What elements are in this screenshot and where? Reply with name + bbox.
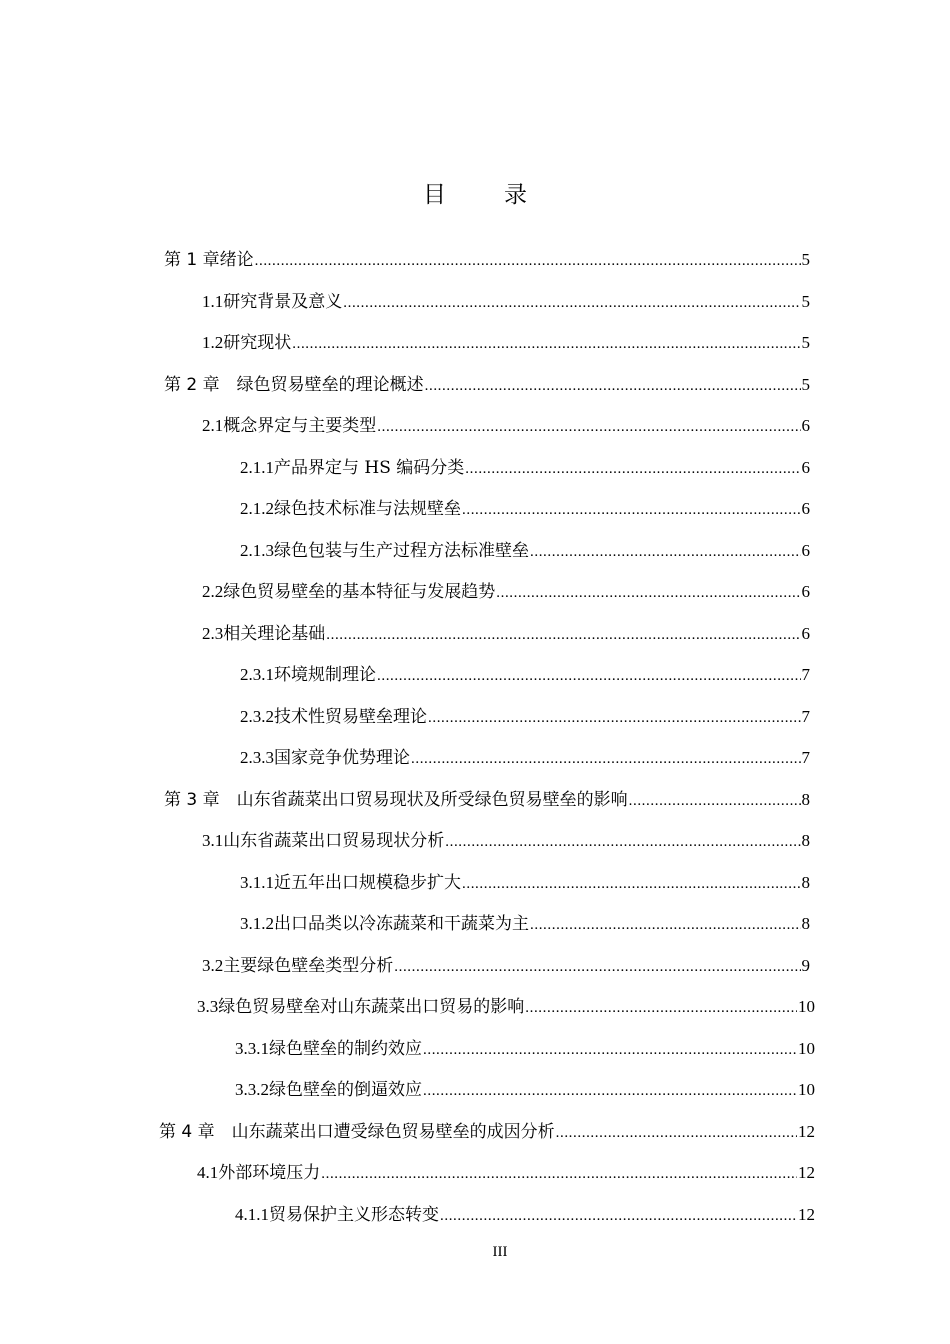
toc-chapter-entry[interactable] xyxy=(164,246,810,274)
toc-entry-page: 6 xyxy=(801,457,810,477)
toc-entry-page: 5 xyxy=(801,333,810,352)
toc-dot-leader xyxy=(377,662,801,690)
toc-entry-page: 8 xyxy=(801,914,810,933)
toc-entry-label: 环境规制理论 xyxy=(274,665,376,685)
toc-entry-page: 10 xyxy=(798,997,815,1016)
page-number: III xyxy=(492,1244,508,1260)
toc-subsection-entry[interactable] xyxy=(240,703,810,731)
toc-dot-leader xyxy=(321,1160,797,1188)
toc-dot-leader xyxy=(326,621,800,649)
toc-section-entry[interactable] xyxy=(197,1159,815,1187)
toc-chapter-entry[interactable] xyxy=(164,786,810,814)
toc-entry-label: 绿色贸易壁垒的基本特征与发展趋势 xyxy=(223,582,496,602)
toc-subsection-entry[interactable] xyxy=(240,454,810,482)
toc-dot-leader xyxy=(496,579,800,607)
toc-entry-number: 2.1.1 xyxy=(240,457,274,477)
toc-subsection-entry[interactable] xyxy=(240,910,810,938)
toc-entry-label: 绿色壁垒的倒逼效应 xyxy=(269,1080,422,1100)
toc-entry-label: 绿色贸易壁垒对山东蔬菜出口贸易的影响 xyxy=(218,997,525,1017)
toc-entry-page: 6 xyxy=(801,623,810,643)
toc-entry-number: 3.2 xyxy=(202,955,224,975)
toc-entry-label: 技术性贸易壁垒理论 xyxy=(274,706,427,727)
toc-dot-leader xyxy=(255,247,801,275)
toc-entry-label: 第 3 章 山东省蔬菜出口贸易现状及所受绿色贸易壁垒的影响 xyxy=(164,789,628,810)
toc-section-entry[interactable] xyxy=(202,952,810,980)
toc-entry-label: 绿色壁垒的制约效应 xyxy=(269,1038,422,1059)
toc-entry-label: 产品界定与 HS 编码分类 xyxy=(274,457,465,478)
toc-entry-page: 5 xyxy=(801,291,810,311)
toc-entry-number: 3.3 xyxy=(197,997,219,1016)
toc-entry-number: 2.3.1 xyxy=(240,665,274,684)
toc-entry-page: 5 xyxy=(801,250,810,269)
toc-dot-leader xyxy=(530,538,801,566)
toc-entry-number: 2.1 xyxy=(202,416,224,435)
toc-dot-leader xyxy=(556,1119,797,1147)
toc-entry-number: 2.1.3 xyxy=(240,540,274,560)
toc-subsection-entry[interactable] xyxy=(235,1035,815,1063)
toc-entry-label: 研究现状 xyxy=(223,333,292,353)
toc-entry-number: 1.1 xyxy=(202,291,224,311)
toc-entry-number: 3.1 xyxy=(202,831,224,850)
toc-dot-leader xyxy=(411,745,801,773)
toc-chapter-entry[interactable] xyxy=(164,371,810,399)
toc-entry-page: 6 xyxy=(801,499,810,518)
toc-dot-leader xyxy=(629,787,801,815)
toc-dot-leader xyxy=(394,953,800,981)
toc-entry-page: 12 xyxy=(798,1163,815,1182)
toc-subsection-entry[interactable] xyxy=(240,537,810,565)
toc-entry-label: 山东省蔬菜出口贸易现状分析 xyxy=(223,831,445,851)
toc-dot-leader xyxy=(445,828,800,856)
toc-subsection-entry[interactable] xyxy=(235,1201,815,1229)
toc-entry-page: 12 xyxy=(798,1121,815,1141)
toc-entry-label: 出口品类以冷冻蔬菜和干蔬菜为主 xyxy=(274,914,529,934)
toc-dot-leader xyxy=(425,372,801,400)
toc-entry-number: 2.1.2 xyxy=(240,499,274,518)
toc-entry-number: 4.1.1 xyxy=(235,1204,269,1224)
toc-entry-page: 10 xyxy=(798,1080,815,1099)
toc-dot-leader xyxy=(423,1077,797,1105)
toc-chapter-entry[interactable] xyxy=(159,1118,815,1146)
toc-entry-page: 12 xyxy=(798,1204,815,1224)
toc-entry-number: 3.1.2 xyxy=(240,914,274,933)
toc-entry-number: 1.2 xyxy=(202,333,224,352)
toc-subsection-entry[interactable] xyxy=(240,744,810,772)
toc-dot-leader xyxy=(377,413,800,441)
toc-entry-label: 近五年出口规模稳步扩大 xyxy=(274,872,461,893)
toc-subsection-entry[interactable] xyxy=(240,869,810,897)
toc-entry-label: 第 4 章 山东蔬菜出口遭受绿色贸易壁垒的成因分析 xyxy=(159,1121,555,1142)
toc-entry-page: 6 xyxy=(801,582,810,601)
toc-entry-page: 7 xyxy=(801,665,810,684)
toc-entry-page: 8 xyxy=(801,789,810,809)
toc-dot-leader xyxy=(343,289,800,317)
toc-entry-number: 2.3 xyxy=(202,623,224,643)
toc-entry-page: 7 xyxy=(801,748,810,767)
toc-entry-label: 绿色包装与生产过程方法标准壁垒 xyxy=(274,540,529,561)
toc-entry-page: 10 xyxy=(798,1038,815,1058)
toc-section-entry[interactable] xyxy=(202,827,810,855)
toc-entry-label: 国家竞争优势理论 xyxy=(274,748,410,768)
toc-entry-page: 5 xyxy=(801,374,810,394)
toc-subsection-entry[interactable] xyxy=(240,661,810,689)
toc-entry-label: 第 2 章 绿色贸易壁垒的理论概述 xyxy=(164,374,424,395)
toc-entry-page: 7 xyxy=(801,706,810,726)
toc-entry-label: 绿色技术标准与法规壁垒 xyxy=(274,499,461,519)
toc-section-entry[interactable] xyxy=(202,620,810,648)
toc-entry-page: 6 xyxy=(801,540,810,560)
toc-dot-leader xyxy=(440,1202,797,1230)
toc-entry-number: 3.1.1 xyxy=(240,872,274,892)
toc-entry-label: 贸易保护主义形态转变 xyxy=(269,1204,439,1225)
toc-subsection-entry[interactable] xyxy=(235,1076,815,1104)
toc-entry-label: 外部环境压力 xyxy=(218,1163,321,1183)
toc-dot-leader xyxy=(462,496,801,524)
toc-dot-leader xyxy=(525,994,797,1022)
toc-dot-leader xyxy=(462,870,801,898)
toc-section-entry[interactable] xyxy=(202,412,810,440)
toc-entry-label: 主要绿色壁垒类型分析 xyxy=(223,955,394,976)
toc-entry-number: 2.2 xyxy=(202,582,224,601)
toc-entry-number: 3.3.2 xyxy=(235,1080,269,1099)
toc-section-entry[interactable] xyxy=(197,993,815,1021)
toc-entry-number: 3.3.1 xyxy=(235,1038,269,1058)
toc-dot-leader xyxy=(428,704,801,732)
toc-entry-page: 8 xyxy=(801,831,810,850)
toc-entry-number: 2.3.3 xyxy=(240,748,274,767)
toc-entry-page: 8 xyxy=(801,872,810,892)
toc-entry-label: 研究背景及意义 xyxy=(223,291,343,312)
toc-entry-label: 概念界定与主要类型 xyxy=(223,416,377,436)
toc-section-entry[interactable] xyxy=(202,288,810,316)
toc-dot-leader xyxy=(292,330,800,358)
toc-subsection-entry[interactable] xyxy=(240,495,810,523)
toc-dot-leader xyxy=(530,911,801,939)
toc-dot-leader xyxy=(465,455,800,483)
toc-dot-leader xyxy=(423,1036,797,1064)
toc-entry-label: 第 1 章绪论 xyxy=(164,250,254,270)
toc-entry-label: 相关理论基础 xyxy=(223,623,326,644)
toc-entry-number: 2.3.2 xyxy=(240,706,274,726)
toc-entry-page: 9 xyxy=(801,955,810,975)
toc-entry-page: 6 xyxy=(801,416,810,435)
toc-title: 目录 xyxy=(423,182,585,208)
toc-section-entry[interactable] xyxy=(202,329,810,357)
toc-section-entry[interactable] xyxy=(202,578,810,606)
toc-entry-number: 4.1 xyxy=(197,1163,219,1182)
